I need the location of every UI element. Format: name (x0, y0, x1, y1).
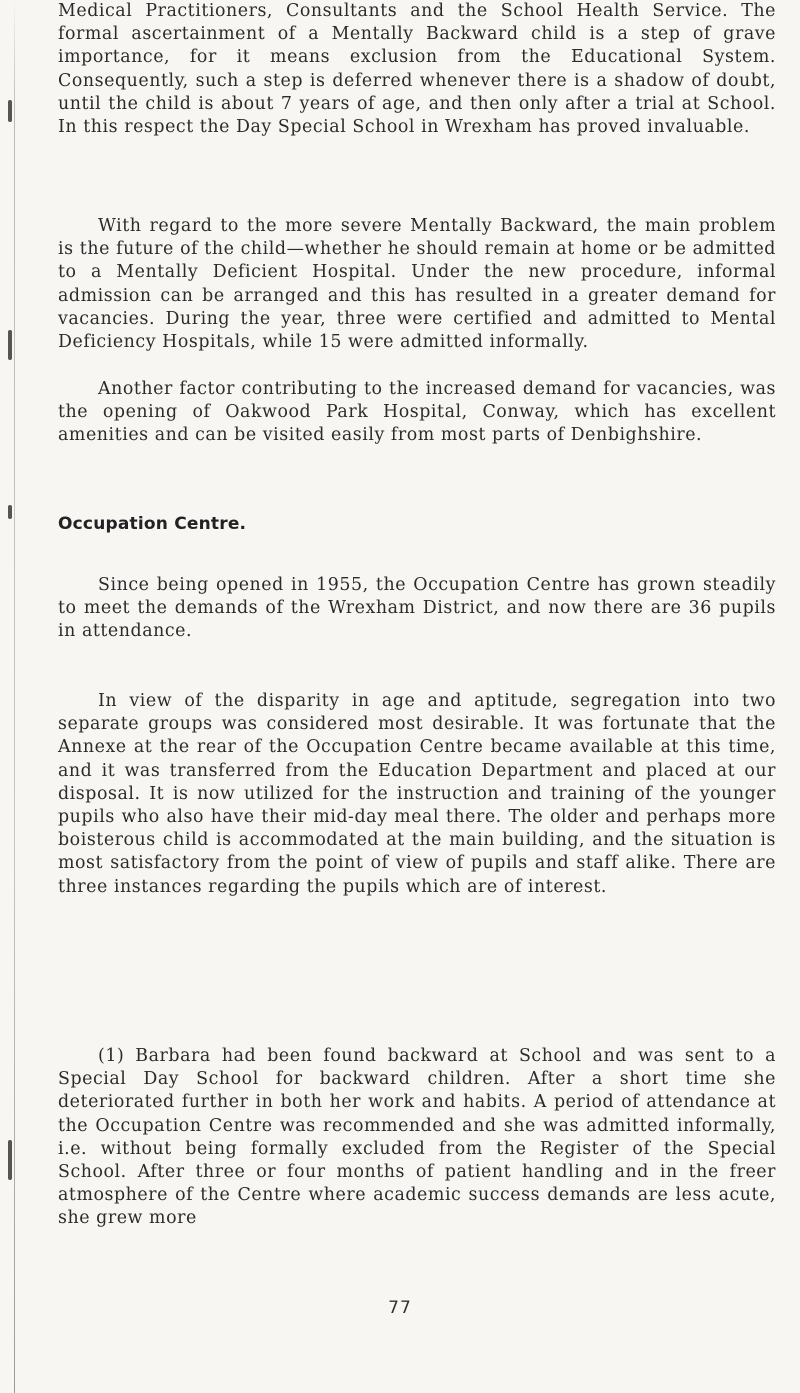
paragraph-severe-backward: With regard to the more severe Mentally Backward, the main problem is the future of the child—whether he should remain at home or be admitted to a Mentally Deficient Hospital. Under the new procedure, informal admission can be arranged and this has resulted in a greater demand for vacancies. During the year, three were certified and admitted to Mental Deficiency Hospitals, while 15 were admitted informally. (58, 216, 776, 353)
margin-mark (8, 1140, 12, 1180)
paragraph-oakwood: Another factor contributing to the increased demand for vacancies, was the opening of Oakwood Park Hospital, Conway, which has excellent amenities and can be visited easily from most parts of Denbighshire. (58, 379, 776, 446)
page-number: 77 (388, 1298, 412, 1318)
paragraph-intro: Medical Practitioners, Consultants and the School Health Service. The formal ascertainment of a Mentally Backward child is a step of grave importance, for it means exclusion from the Educational System. Consequently, such a step is deferred whenever there is a shadow of doubt, until the child is about 7 years of age, and then only after a trial at School. In this respect the Day Special School in Wrexham has proved invaluable. (58, 1, 776, 138)
paragraph-centre-growth: Since being opened in 1955, the Occupation Centre has grown steadily to meet the demands of the Wrexham District, and now there are 36 pupils in attendance. (58, 575, 776, 642)
margin-mark (8, 505, 12, 519)
paragraph-case-barbara: (1) Barbara had been found backward at School and was sent to a Special Day School for backward children. After a short time she deteriorated further in both her work and habits. A period of attendance at the Occupation Centre was recommended and she was admitted informally, i.e. without being formally excluded from the Register of the Special School. After three or four months of patient handling and in the freer atmosphere of the Centre where academic success demands are less acute, she grew more (58, 1046, 776, 1229)
section-heading: Occupation Centre. (58, 514, 247, 534)
paragraph-segregation: In view of the disparity in age and aptitude, segregation into two separate groups was considered most desirable. It was fortunate that the Annexe at the rear of the Occupation Centre became available at this time, and it was transferred from the Education Department and placed at our disposal. It is now utilized for the instruction and training of the younger pupils who also have their mid-day meal there. The older and perhaps more boisterous child is accommodated at the main building, and the situation is most satisfactory from the point of view of pupils and staff alike. There are three instances regarding the pupils which are of interest. (58, 691, 776, 897)
page-edge-shadow (14, 0, 15, 1393)
margin-mark (8, 330, 12, 360)
margin-mark (8, 100, 12, 122)
